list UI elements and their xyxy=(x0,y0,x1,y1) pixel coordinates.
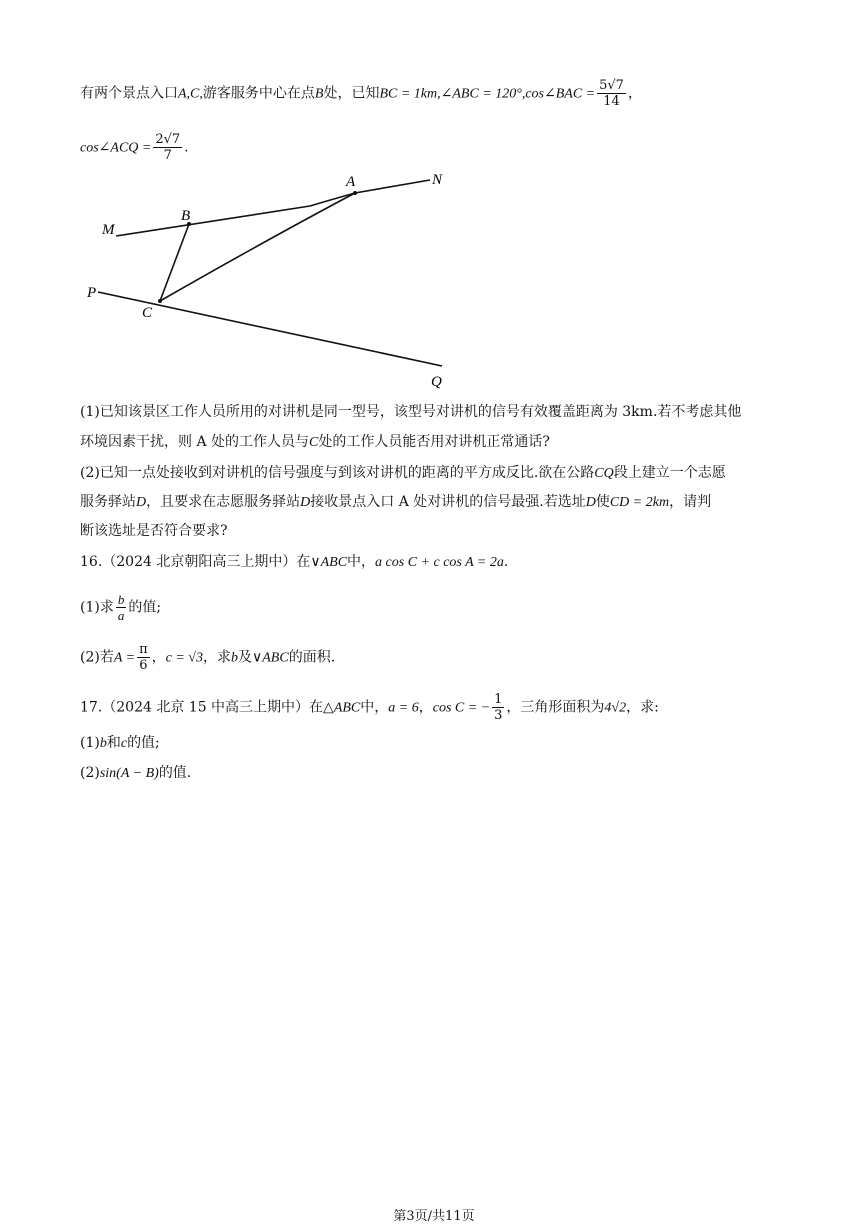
page-number-footer: 第3页/共11页 xyxy=(393,1209,475,1224)
p16-q1: (1)求 $\frac{b}{a}$ 的值; xyxy=(80,592,162,623)
p17-heading: 17.（2024 北京 15 中高三上期中）在△ABC中，a = 6，cos C = − $\frac{1}{3}$ ，三角形面积为4√2，求: xyxy=(80,692,659,723)
point-a xyxy=(353,191,357,195)
label-q: Q xyxy=(431,374,442,390)
geometry-figure xyxy=(80,168,460,393)
cos-bac-fraction: $\frac{5√7}{14}$ xyxy=(599,78,624,109)
p15-q2-line3: 断该选址是否符合要求? xyxy=(80,523,228,539)
cos-acq-fraction: $\frac{2√7}{7}$ xyxy=(155,132,181,163)
p15-q2-line1: (2)已知一点处接收到对讲机的信号强度与到该对讲机的距离的平方成反比.欲在公路CQ段上建立一个志愿 xyxy=(80,465,726,481)
b-over-a-fraction: $\frac{b}{a}$ xyxy=(117,592,125,623)
p16-heading: 16.（2024 北京朝阳高三上期中）在∨ABC中，a cos C + c cos A = 2a. xyxy=(80,554,509,570)
label-a: A xyxy=(346,174,356,190)
label-n: N xyxy=(432,172,443,188)
road-pq xyxy=(98,292,442,366)
p15-intro-line1: 有两个景点入口A,C,游客服务中心在点B处，已知BC = 1km,∠ABC = 120°,cos∠BAC = $\frac{5√7}{14}$ ， xyxy=(80,78,642,109)
label-c: C xyxy=(142,305,153,321)
point-c xyxy=(158,299,162,303)
given-conditions: BC = 1km,∠ABC = 120°,cos∠BAC = xyxy=(379,86,596,102)
p17-q2: (2)sin(A − B)的值. xyxy=(80,765,192,781)
one-third-fraction: $\frac{1}{3}$ xyxy=(494,692,503,723)
label-b: B xyxy=(181,208,191,224)
p15-q1-line1: (1)已知该景区工作人员所用的对讲机是同一型号，该型号对讲机的信号有效覆盖距离为 3km.若不考虑其他 xyxy=(80,404,742,420)
label-p: P xyxy=(87,285,97,301)
p16-q2: (2)若A = $\frac{\pi}{6}$ ，c = √3，求b及∨ABC的面积. xyxy=(80,642,336,673)
p15-intro-line2: cos∠ACQ = $\frac{2√7}{7}$ . xyxy=(80,132,189,163)
p16-equation: a cos C + c cos A = 2a xyxy=(375,555,504,570)
p15-q1-line2: 环境因素干扰，则 A 处的工作人员与C处的工作人员能否用对讲机正常通话? xyxy=(80,434,550,450)
segment-bc xyxy=(160,224,189,301)
label-m: M xyxy=(102,222,115,238)
pi-over-6-fraction: $\frac{\pi}{6}$ xyxy=(139,642,148,673)
p17-q1: (1)b和c的值; xyxy=(80,735,160,751)
road-mn xyxy=(116,180,430,236)
p15-q2-line2: 服务驿站D，且要求在志愿服务驿站D接收景点入口 A 处对讲机的信号最强.若选址D使CD = 2km，请判 xyxy=(80,494,712,510)
